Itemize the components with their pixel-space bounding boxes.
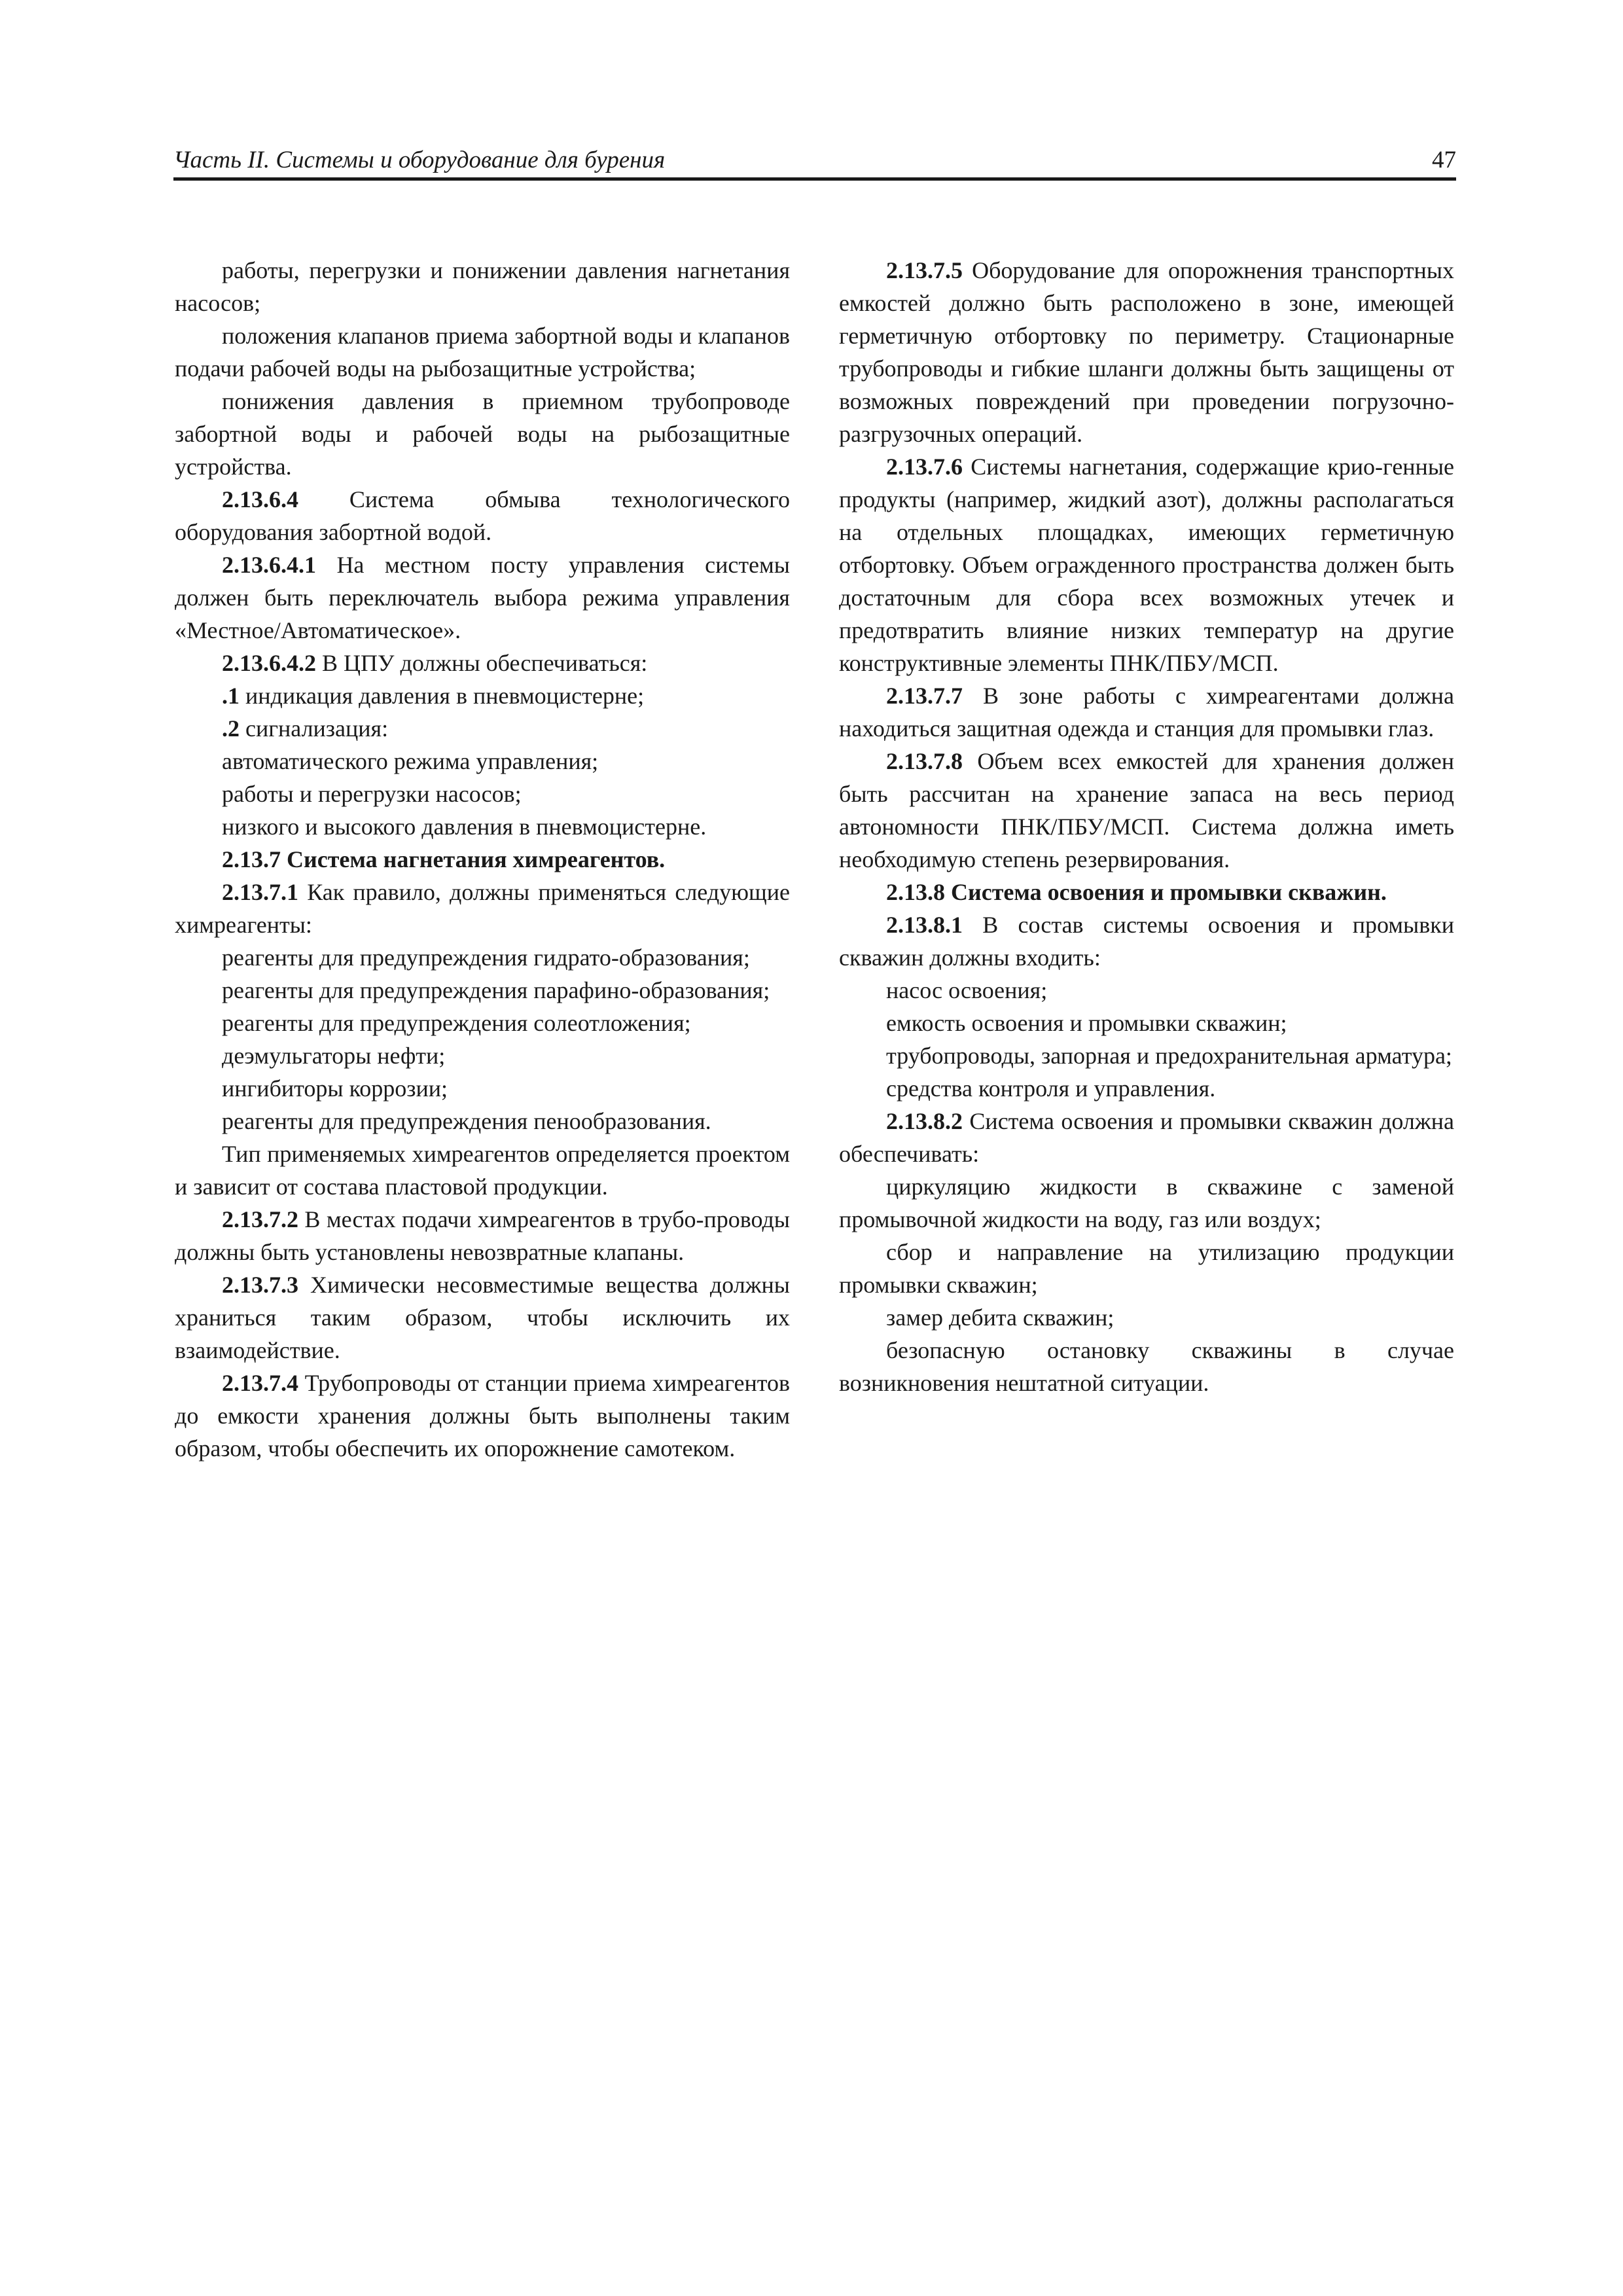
paragraph: емкость освоения и промывки скважин; — [886, 1010, 1287, 1036]
paragraph: низкого и высокого давления в пневмоцистерне. — [222, 814, 707, 840]
paragraph: замер дебита скважин; — [886, 1304, 1115, 1331]
clause-2-13-7-4: 2.13.7.4 Трубопроводы от станции приема химреагентов до емкости хранения должны быть выполнены таким образом, чтобы обеспечить их опорожнение самотеком. — [175, 1370, 790, 1462]
paragraph: насос освоения; — [886, 977, 1048, 1003]
section-heading-2-13-8: 2.13.8 Система освоения и промывки скважин. — [886, 879, 1387, 905]
paragraph: работы и перегрузки насосов; — [222, 781, 522, 807]
paragraph: трубопроводы, запорная и предохранительная арматура; — [886, 1043, 1452, 1069]
clause-2-13-7-3: 2.13.7.3 Химически несовместимые вещества должны храниться таким образом, чтобы исключить их взаимодействие. — [175, 1272, 790, 1363]
clause-2-13-6-4: 2.13.6.4 Система обмыва технологического оборудования забортной водой. — [175, 486, 790, 545]
list-item-1: .1 индикация давления в пневмоцистерне; — [222, 683, 645, 709]
paragraph: понижения давления в приемном трубопроводе забортной воды и рабочей воды на рыбозащитные устройства. — [175, 388, 790, 480]
paragraph: реагенты для предупреждения солеотложения; — [222, 1010, 691, 1036]
paragraph: деэмульгаторы нефти; — [222, 1043, 446, 1069]
paragraph: реагенты для предупреждения пенообразования. — [222, 1108, 711, 1134]
paragraph: автоматического режима управления; — [222, 748, 599, 774]
running-header-title: Часть II. Системы и оборудование для бурения — [173, 147, 666, 173]
paragraph: сбор и направление на утилизацию продукции промывки скважин; — [839, 1239, 1454, 1298]
paragraph: ингибиторы коррозии; — [222, 1075, 448, 1102]
clause-2-13-7-1: 2.13.7.1 Как правило, должны применяться следующие химреагенты: — [175, 879, 790, 938]
paragraph: реагенты для предупреждения гидрато-образования; — [222, 944, 750, 971]
clause-2-13-7-7: 2.13.7.7 В зоне работы с химреагентами должна находиться защитная одежда и станция для промывки глаз. — [839, 683, 1454, 742]
paragraph: средства контроля и управления. — [886, 1075, 1216, 1102]
paragraph: работы, перегрузки и понижении давления нагнетания насосов; — [175, 257, 790, 316]
paragraph: реагенты для предупреждения парафино-образования; — [222, 977, 770, 1003]
clause-2-13-8-1: 2.13.8.1 В состав системы освоения и промывки скважин должны входить: — [839, 912, 1454, 971]
clause-2-13-6-4-2: 2.13.6.4.2 В ЦПУ должны обеспечиваться: — [222, 650, 648, 676]
clause-2-13-6-4-1: 2.13.6.4.1 На местном посту управления системы должен быть переключатель выбора режима управления «Местное/Автоматическое». — [175, 552, 790, 643]
clause-2-13-7-5: 2.13.7.5 Оборудование для опорожнения транспортных емкостей должно быть расположено в зоне, имеющей герметичную отбортовку по периметру. Стационарные трубопроводы и гибкие шланги должны быть защищены от возможных повреждений при проведении погрузочно-разгрузочных операций. — [839, 257, 1454, 447]
clause-2-13-7-8: 2.13.7.8 Объем всех емкостей для хранения должен быть рассчитан на хранение запаса на весь период автономности ПНК/ПБУ/МСП. Система должна иметь необходимую степень резервирования. — [839, 748, 1454, 872]
list-item-2: .2 сигнализация: — [222, 715, 389, 742]
paragraph: циркуляцию жидкости в скважине с заменой промывочной жидкости на воду, газ или воздух; — [839, 1174, 1454, 1232]
section-heading-2-13-7: 2.13.7 Система нагнетания химреагентов. — [222, 846, 666, 872]
clause-2-13-8-2: 2.13.8.2 Система освоения и промывки скважин должна обеспечивать: — [839, 1108, 1454, 1167]
paragraph: положения клапанов приема забортной воды и клапанов подачи рабочей воды на рыбозащитные устройства; — [175, 323, 790, 382]
paragraph: Тип применяемых химреагентов определяется проектом и зависит от состава пластовой продукции. — [175, 1141, 790, 1200]
clause-2-13-7-2: 2.13.7.2 В местах подачи химреагентов в трубо-проводы должны быть установлены невозвратные клапаны. — [175, 1206, 790, 1265]
running-header — [173, 141, 1456, 180]
page-number: 47 — [1432, 147, 1456, 173]
right-text-column — [839, 254, 1454, 1399]
header-rule — [173, 177, 1456, 181]
paragraph: безопасную остановку скважины в случае возникновения нештатной ситуации. — [839, 1337, 1454, 1396]
clause-2-13-7-6: 2.13.7.6 Системы нагнетания, содержащие крио-генные продукты (например, жидкий азот), должны располагаться на отдельных площадках, имеющих герметичную отбортовку. Объем огражденного пространства должен быть достаточным для сбора всех возможных утечек и предотвратить влияние низких температур на другие конструктивные элементы ПНК/ПБУ/МСП. — [839, 454, 1454, 676]
left-text-column — [175, 254, 790, 1465]
